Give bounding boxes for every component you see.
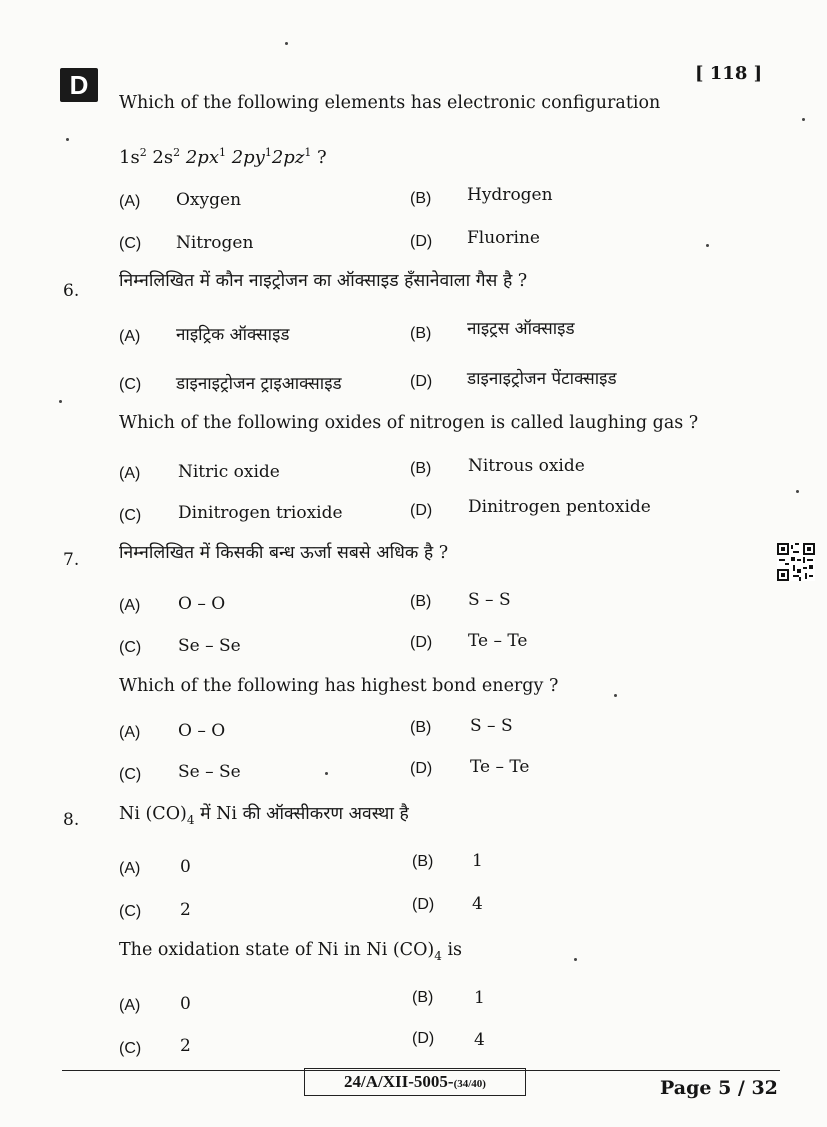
q6-hi-option-b-label: (B)	[410, 325, 432, 342]
q6-hi-option-c-text: डाइनाइट्रोजन ट्राइआक्साइड	[176, 374, 342, 394]
q6-hi-option-a-text: नाइट्रिक ऑक्साइड	[176, 325, 290, 345]
q7-number: 7.	[63, 550, 80, 570]
q5-configuration-formula: $1s^2$ $2s^2$ $2px^1$ $2py^12pz^1$ ?	[119, 146, 327, 168]
q5-option-a-label: (A)	[119, 193, 141, 210]
q8-en-option-d-text: 4	[474, 1030, 485, 1050]
q6-en-option-c-label: (C)	[119, 507, 142, 524]
scan-speck	[796, 490, 799, 493]
scan-speck	[614, 694, 617, 697]
scan-speck	[66, 138, 69, 141]
q8-hi-option-c-label: (C)	[119, 903, 142, 920]
q6-en-option-d-label: (D)	[410, 502, 433, 519]
q7-hindi-question: निम्नलिखित में किसकी बन्ध ऊर्जा सबसे अधिक है ?	[119, 543, 449, 563]
q8-number: 8.	[63, 810, 80, 830]
q7-en-option-b-label: (B)	[410, 719, 432, 736]
q7-en-option-c-text: Se – Se	[178, 762, 241, 782]
q8-hi-option-a-text: 0	[180, 857, 191, 877]
scan-speck	[706, 244, 709, 247]
q6-hi-option-a-label: (A)	[119, 328, 141, 345]
q5-option-c-label: (C)	[119, 235, 142, 252]
q8-en-option-a-text: 0	[180, 994, 191, 1014]
q7-en-option-c-label: (C)	[119, 766, 142, 783]
q8-hi-option-b-label: (B)	[412, 853, 434, 870]
q6-en-option-c-text: Dinitrogen trioxide	[178, 503, 343, 523]
q8-en-option-c-text: 2	[180, 1036, 191, 1056]
q7-hi-option-a-label: (A)	[119, 597, 141, 614]
q6-en-option-a-text: Nitric oxide	[178, 462, 280, 482]
scan-speck	[59, 400, 62, 403]
q8-hi-option-a-label: (A)	[119, 860, 141, 877]
q7-hi-option-b-label: (B)	[410, 593, 432, 610]
q8-en-option-a-label: (A)	[119, 997, 141, 1014]
scan-speck	[574, 958, 577, 961]
q7-hi-option-c-text: Se – Se	[178, 636, 241, 656]
q8-hi-option-d-label: (D)	[412, 896, 435, 913]
q5-option-a-text: Oxygen	[176, 190, 242, 210]
q8-hi-option-b-text: 1	[472, 851, 483, 871]
q7-hi-option-c-label: (C)	[119, 639, 142, 656]
q5-option-d-text: Fluorine	[467, 228, 540, 248]
q6-hi-option-b-text: नाइट्रस ऑक्साइड	[467, 319, 575, 339]
q7-hi-option-d-text: Te – Te	[468, 631, 528, 651]
q6-en-option-a-label: (A)	[119, 465, 141, 482]
q8-english-question: The oxidation state of Ni in Ni $(CO)_4$ is	[119, 940, 463, 963]
q7-en-option-a-label: (A)	[119, 724, 141, 741]
q6-en-option-b-label: (B)	[410, 460, 432, 477]
q8-hi-option-d-text: 4	[472, 894, 483, 914]
q5-option-c-text: Nitrogen	[176, 233, 254, 253]
q6-hindi-question: निम्नलिखित में कौन नाइट्रोजन का ऑक्साइड हँसानेवाला गैस है ?	[119, 271, 528, 291]
q5-option-b-text: Hydrogen	[467, 185, 553, 205]
q6-hi-option-d-label: (D)	[410, 373, 433, 390]
scan-speck	[285, 42, 288, 45]
q6-hi-option-c-label: (C)	[119, 376, 142, 393]
section-badge: D	[60, 68, 98, 102]
qr-code-icon	[777, 543, 815, 581]
q8-en-option-b-label: (B)	[412, 989, 434, 1006]
q6-hi-option-d-text: डाइनाइट्रोजन पेंटाक्साइड	[467, 369, 617, 389]
page-number: [ 118 ]	[695, 63, 763, 84]
q7-hi-option-a-text: O – O	[178, 594, 226, 614]
q6-number: 6.	[63, 281, 80, 301]
q5-english-question: Which of the following elements has electronic configuration	[119, 93, 661, 113]
q8-hindi-question: Ni $(CO)_4$ में Ni की ऑक्सीकरण अवस्था है	[119, 804, 409, 827]
page-indicator: Page 5 / 32	[660, 1077, 778, 1099]
q6-english-question: Which of the following oxides of nitrogen is called laughing gas ?	[119, 413, 699, 433]
q8-en-option-b-text: 1	[474, 988, 485, 1008]
q7-en-option-d-label: (D)	[410, 760, 433, 777]
q7-en-option-d-text: Te – Te	[470, 757, 530, 777]
q7-hi-option-b-text: S – S	[468, 590, 511, 610]
q5-option-d-label: (D)	[410, 233, 433, 250]
q8-en-option-d-label: (D)	[412, 1030, 435, 1047]
q5-option-b-label: (B)	[410, 190, 432, 207]
q6-en-option-b-text: Nitrous oxide	[468, 456, 585, 476]
q6-en-option-d-text: Dinitrogen pentoxide	[468, 497, 651, 517]
q8-en-option-c-label: (C)	[119, 1040, 142, 1057]
q7-en-option-b-text: S – S	[470, 716, 513, 736]
paper-code: 24/A/XII-5005-(34/40)	[304, 1068, 526, 1096]
q7-en-option-a-text: O – O	[178, 721, 226, 741]
scan-speck	[802, 118, 805, 121]
q7-hi-option-d-label: (D)	[410, 634, 433, 651]
scan-speck	[325, 772, 328, 775]
q7-english-question: Which of the following has highest bond energy ?	[119, 676, 559, 696]
q8-hi-option-c-text: 2	[180, 900, 191, 920]
